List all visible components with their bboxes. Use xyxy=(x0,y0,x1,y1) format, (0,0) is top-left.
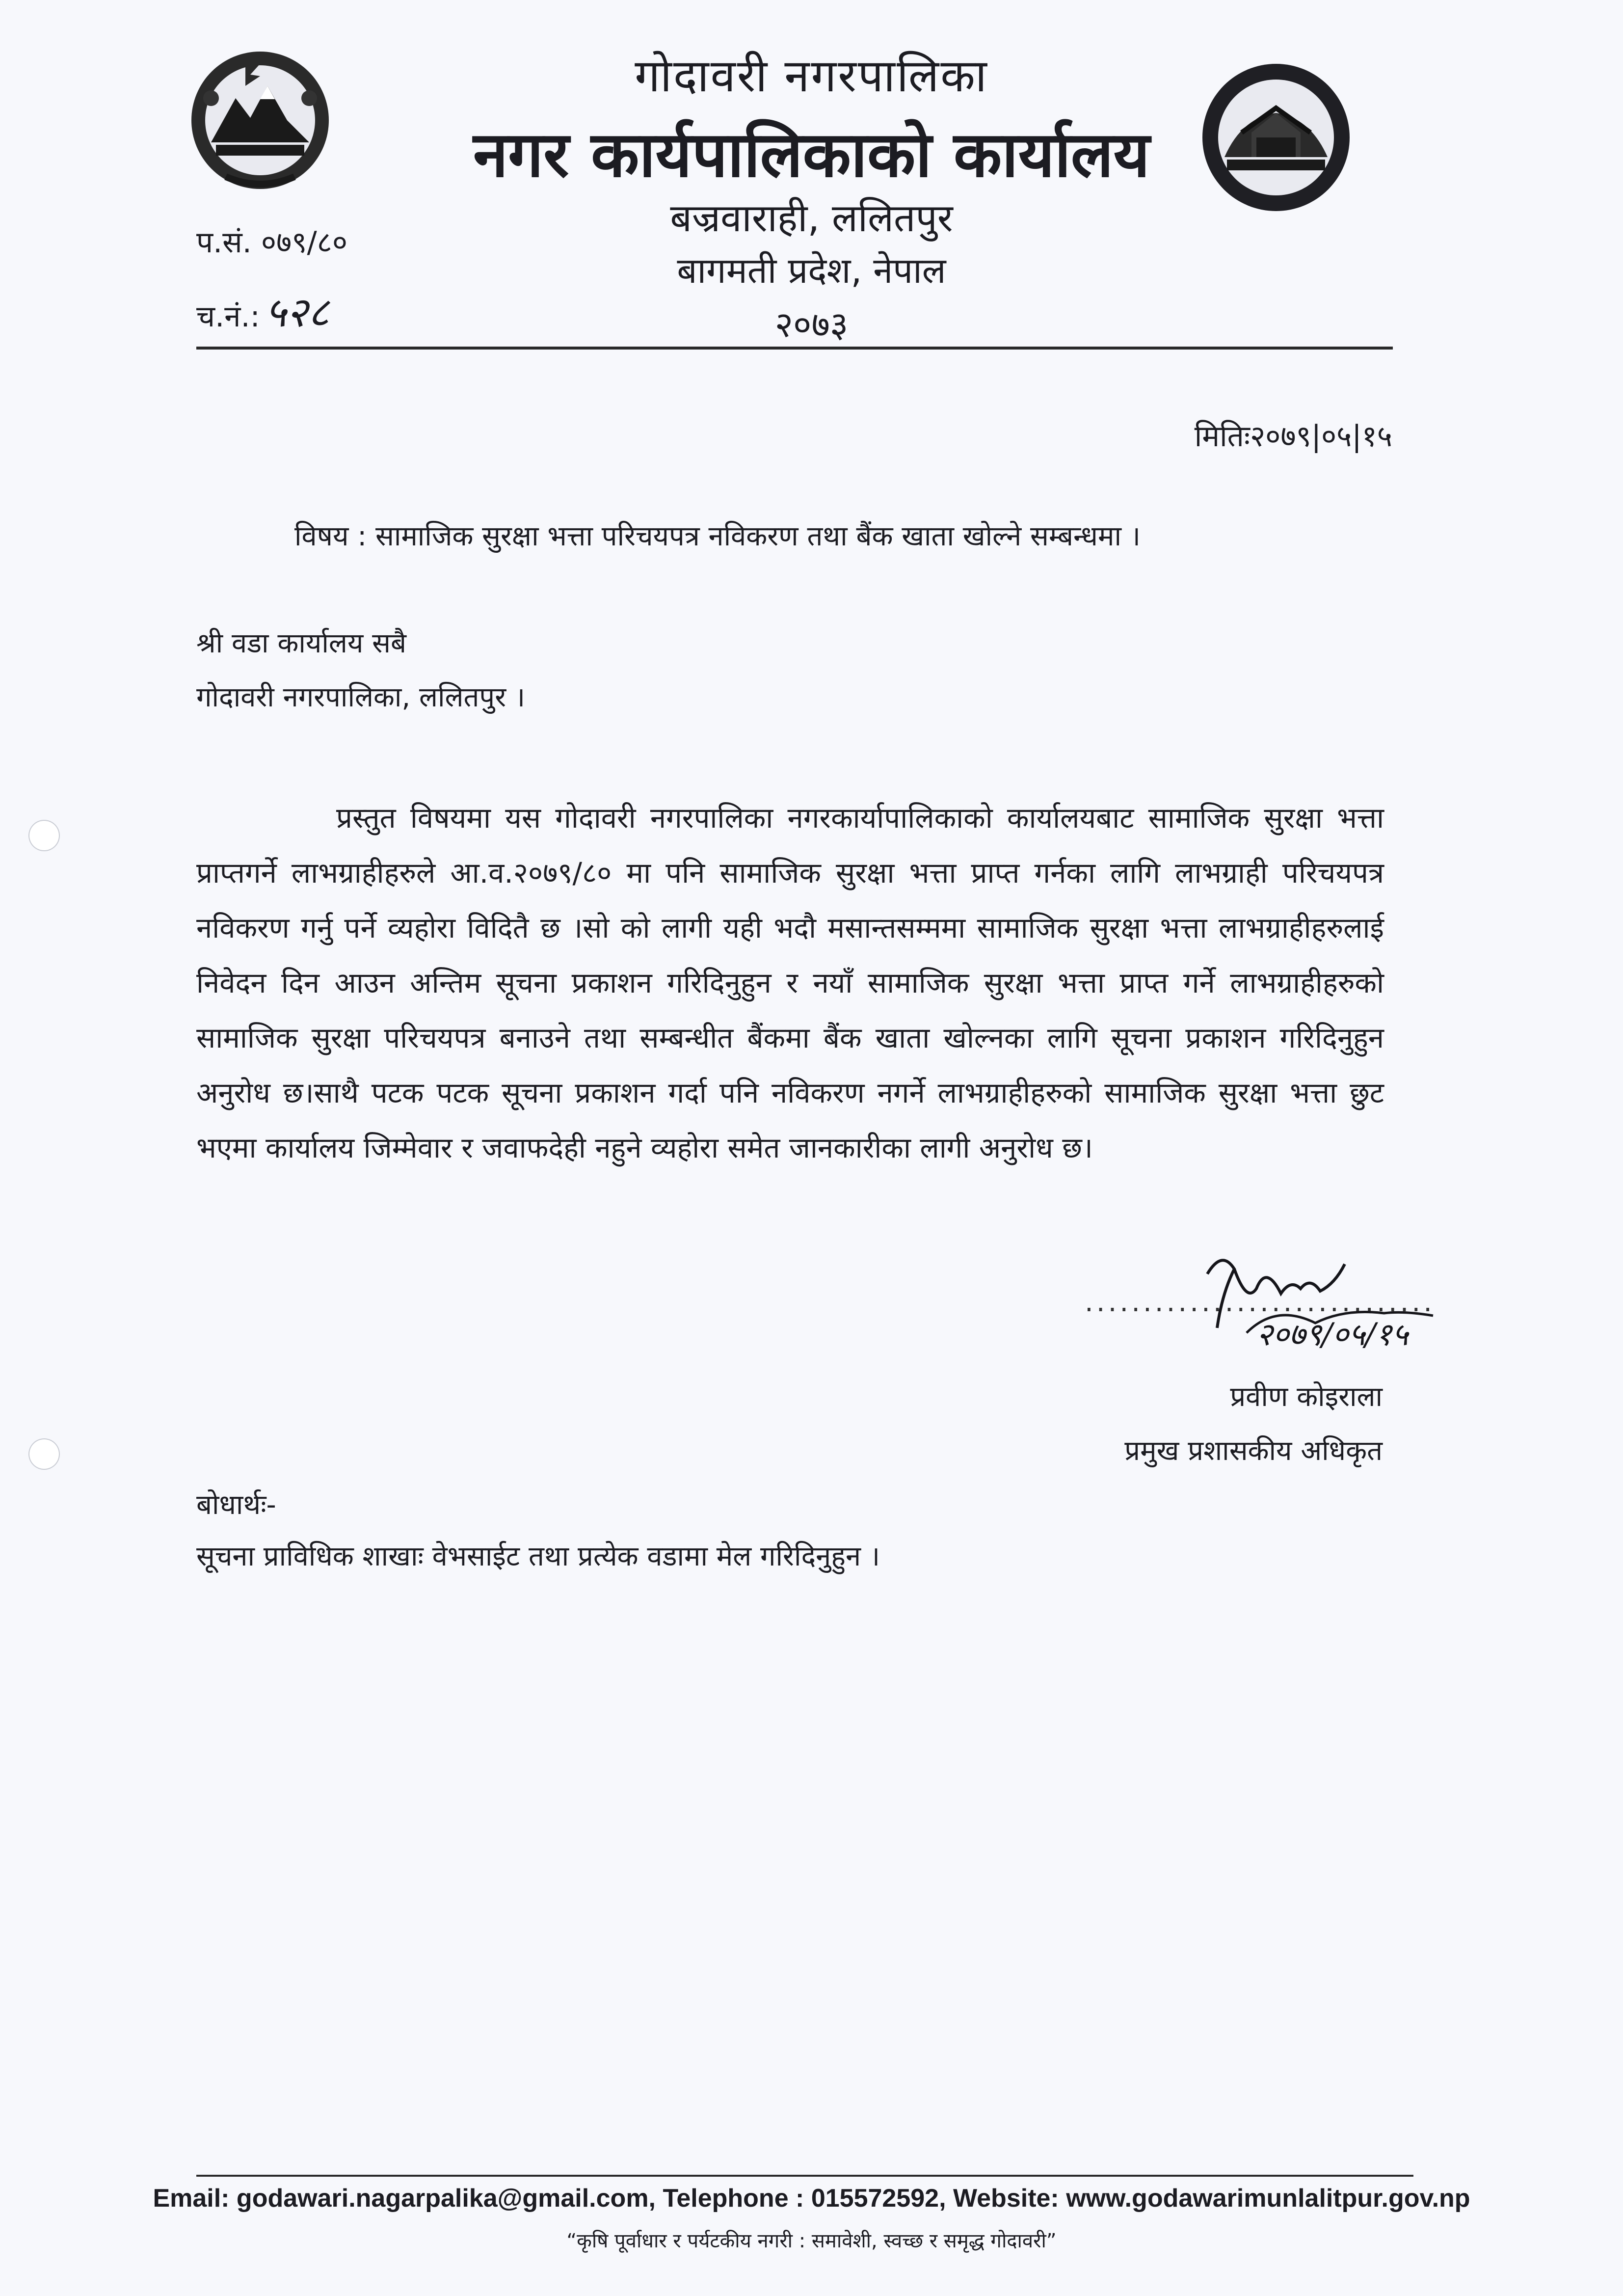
footer-contact: Email: godawari.nagarpalika@gmail.com, Telephone : 015572592, Website: www.godawarimunlalitpur.gov.np xyxy=(153,2184,1470,2213)
punch-hole-upper xyxy=(28,820,60,851)
signer-name: प्रवीण कोइराला xyxy=(1230,1381,1383,1413)
header-divider xyxy=(196,347,1393,350)
dispatch-reference xyxy=(196,282,329,339)
cc-label: बोधार्थः- xyxy=(196,1489,276,1521)
signature-image xyxy=(1188,1230,1463,1357)
signature-date: २०७९/०५/१५ xyxy=(1256,1317,1409,1353)
signer-title: प्रमुख प्रशासकीय अधिकृत xyxy=(1124,1435,1383,1467)
recipient-line-1: श्री वडा कार्यालय सबै xyxy=(196,627,406,659)
dispatch-number: ५२८ xyxy=(265,288,329,336)
footer-divider xyxy=(196,2175,1413,2177)
footer-motto: “कृषि पूर्वाधार र पर्यटकीय नगरी : समावेशी, स्वच्छ र समृद्ध गोदावरी” xyxy=(566,2230,1057,2252)
fiscal-reference: प.सं. ०७९/८० xyxy=(196,225,348,260)
office-title: नगर कार्यपालिकाको कार्यालय xyxy=(473,118,1150,191)
established-year: २०७३ xyxy=(774,304,849,345)
punch-hole-lower xyxy=(28,1438,60,1470)
letter-subject: विषय : सामाजिक सुरक्षा भत्ता परिचयपत्र नविकरण तथा बैंक खाता खोल्ने सम्बन्धमा । xyxy=(294,520,1141,552)
letter-body: प्रस्तुत विषयमा यस गोदावरी नगरपालिका नगरकार्यापालिकाको कार्यालयबाट सामाजिक सुरक्षा भत्ता प्राप्तगर्ने लाभग्राहीहरुले आ.व.२०७९/८० मा पनि सामाजिक सुरक्षा भत्ता प्राप्त गर्नका लागि लाभग्राही परिचयपत्र नविकरण गर्नु पर्ने व्यहोरा विदितै छ ।सो को लागी यही भदौ मसान्तसम्ममा सामाजिक सुरक्षा भत्ता लाभग्राहीहरुलाई निवेदन दिन आउन अन्तिम सूचना प्रकाशन गरिदिनुहुन र नयाँ सामाजिक सुरक्षा भत्ता प्राप्त गर्ने लाभग्राहीहरुको सामाजिक सुरक्षा परिचयपत्र बनाउने तथा सम्बन्धीत बैंकमा बैंक खाता खोल्नका लागि सूचना प्रकाशन गरिदिनुहुन अनुरोध छ।साथै पटक पटक सूचना प्रकाशन गर्दा पनि नविकरण नगर्ने लाभग्राहीहरुको सामाजिक सुरक्षा भत्ता छुट भएमा कार्यालय जिम्मेवार र जवाफदेही नहुने व्यहोरा समेत जानकारीका लागी अनुरोध छ। xyxy=(196,801,1384,1164)
address-line-1: बज्रवाराही, ललितपुर xyxy=(670,196,953,241)
signature-line: .............................. xyxy=(1085,1286,1436,1318)
recipient-line-2: गोदावरी नगरपालिका, ललितपुर । xyxy=(196,681,526,713)
letter-date: मितिः२०७९|०५|१५ xyxy=(1194,419,1392,454)
dispatch-label: च.नं.: xyxy=(196,299,260,334)
municipality-name: गोदावरी नगरपालिका xyxy=(635,50,988,102)
address-line-2: बागमती प्रदेश, नेपाल xyxy=(677,250,946,291)
cc-text: सूचना प्राविधिक शाखाः वेभसाईट तथा प्रत्येक वडामा मेल गरिदिनुहुन । xyxy=(196,1540,880,1572)
